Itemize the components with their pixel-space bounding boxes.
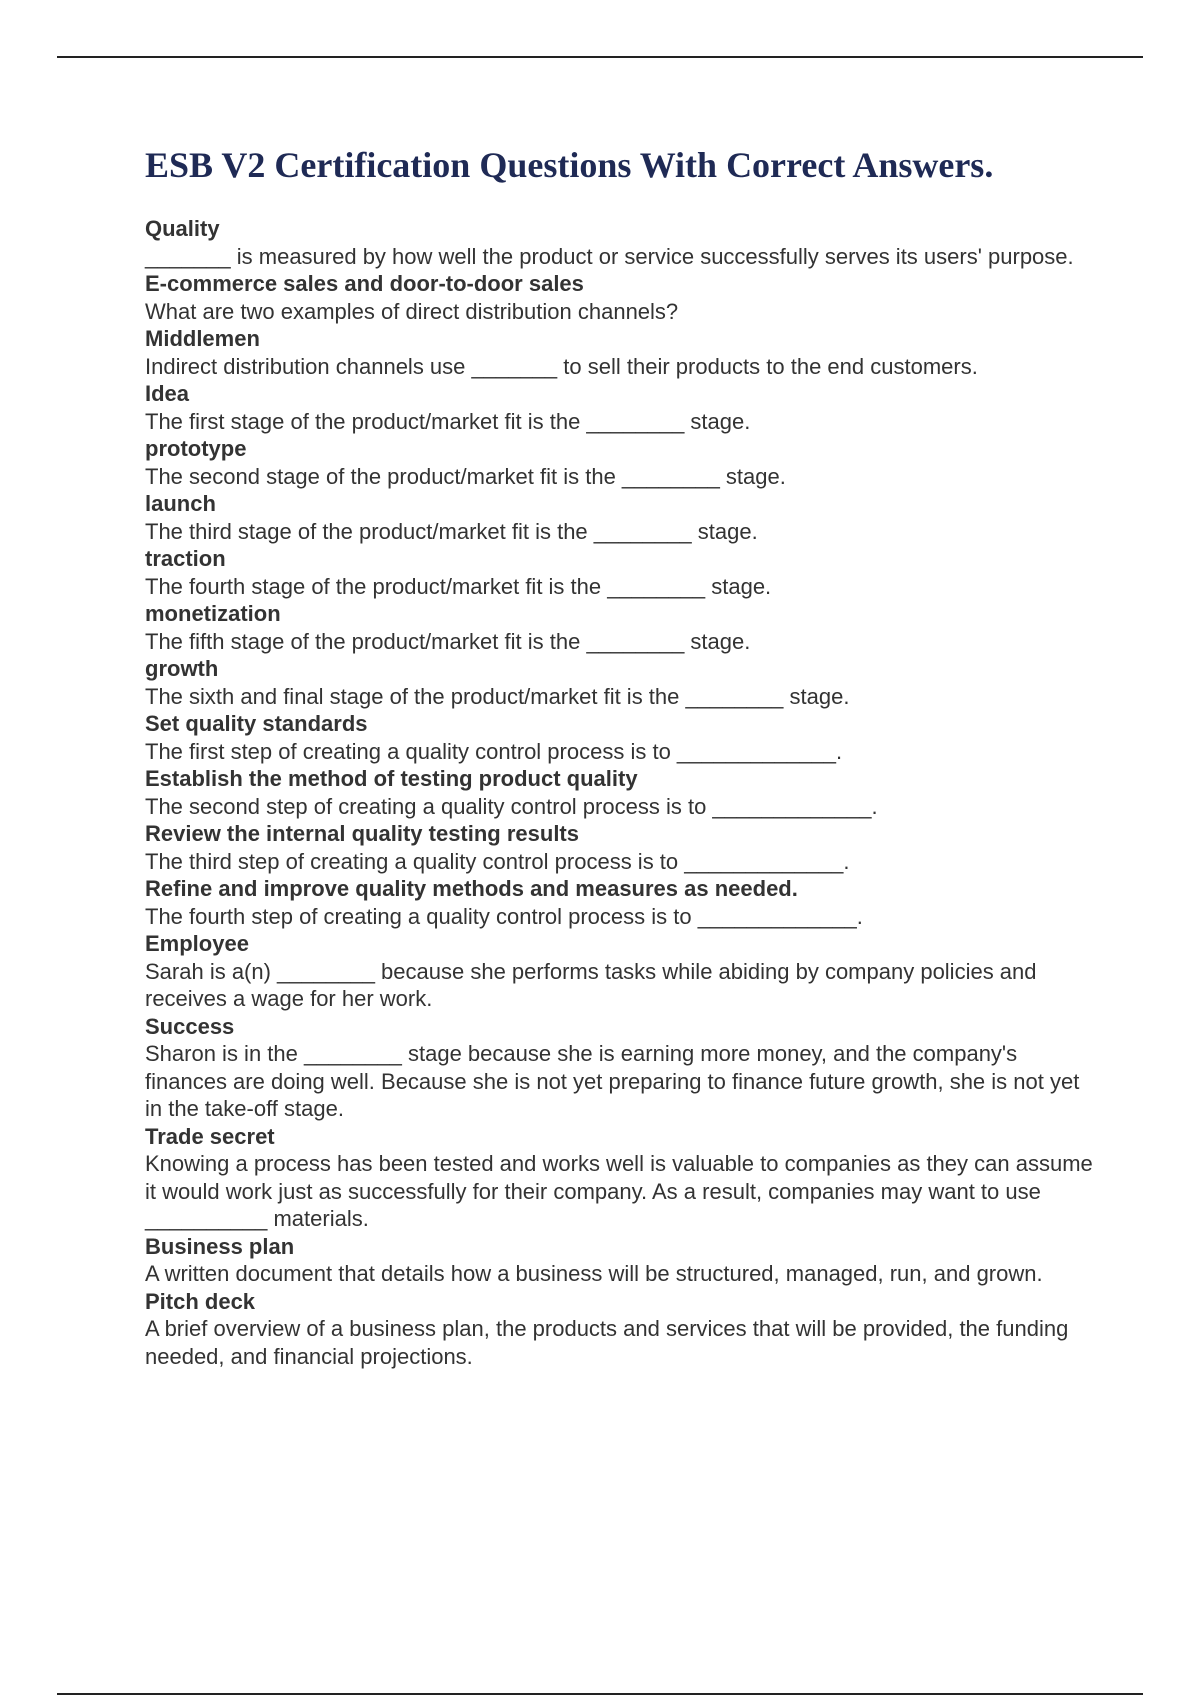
qa-item	[145, 930, 1095, 1013]
question-text: _______ is measured by how well the product or service successfully serves its users' purpose.	[145, 243, 1074, 269]
answer-term: prototype	[145, 436, 247, 461]
answer-term: Establish the method of testing product quality	[145, 766, 638, 791]
top-rule	[57, 56, 1143, 58]
qa-item	[145, 435, 1095, 490]
qa-item	[145, 710, 1095, 765]
question-text: Knowing a process has been tested and works well is valuable to companies as they can assume it would work just as successfully for their company. As a result, companies may want to use __________ materials.	[145, 1151, 1093, 1231]
question-text: The second stage of the product/market fit is the ________ stage.	[145, 463, 786, 489]
qa-item	[145, 545, 1095, 600]
question-text: The sixth and final stage of the product/market fit is the ________ stage.	[145, 683, 850, 709]
answer-term: launch	[145, 491, 216, 516]
qa-item	[145, 270, 1095, 325]
answer-term: E-commerce sales and door-to-door sales	[145, 271, 584, 296]
question-text: A brief overview of a business plan, the products and services that will be provided, the funding needed, and financial projections.	[145, 1316, 1069, 1369]
qa-item	[145, 380, 1095, 435]
qa-item	[145, 1233, 1095, 1288]
answer-term: Middlemen	[145, 326, 260, 351]
qa-item	[145, 765, 1095, 820]
qa-item	[145, 215, 1095, 270]
qa-item	[145, 820, 1095, 875]
answer-term: Pitch deck	[145, 1288, 256, 1314]
question-text: Indirect distribution channels use _______ to sell their products to the end customers.	[145, 353, 978, 379]
answer-term: growth	[145, 656, 219, 681]
question-text: The third step of creating a quality control process is to _____________.	[145, 848, 850, 874]
qa-item	[145, 1123, 1095, 1233]
answer-term: Success	[145, 1013, 235, 1039]
qa-item	[145, 600, 1095, 655]
question-text: The fourth stage of the product/market fit is the ________ stage.	[145, 573, 772, 599]
question-text: Sharon is in the ________ stage because she is earning more money, and the company's finances are doing well. Because she is not yet preparing to finance future growth, she is not yet in the take-off stage.	[145, 1041, 1080, 1121]
qa-item	[145, 325, 1095, 380]
answer-term: Trade secret	[145, 1123, 275, 1149]
question-text: What are two examples of direct distribution channels?	[145, 298, 679, 324]
answer-term: Idea	[145, 381, 190, 406]
qa-item	[145, 875, 1095, 930]
answer-term: Business plan	[145, 1233, 295, 1259]
question-text: The first step of creating a quality control process is to _____________.	[145, 738, 843, 764]
question-text: Sarah is a(n) ________ because she performs tasks while abiding by company policies and receives a wage for her work.	[145, 958, 1037, 1011]
answer-term: traction	[145, 546, 226, 571]
qa-item	[145, 1288, 1095, 1371]
question-text: The fourth step of creating a quality control process is to _____________.	[145, 903, 863, 929]
document-title: ESB V2 Certification Questions With Correct Answers.	[145, 145, 994, 185]
answer-term: monetization	[145, 601, 281, 626]
answer-term: Quality	[145, 216, 220, 241]
answer-term: Employee	[145, 931, 249, 956]
answer-term: Refine and improve quality methods and measures as needed.	[145, 876, 798, 901]
answer-term: Set quality standards	[145, 711, 368, 736]
question-text: The third stage of the product/market fit is the ________ stage.	[145, 518, 758, 544]
bottom-rule	[57, 1693, 1143, 1695]
qa-item	[145, 1013, 1095, 1123]
question-text: A written document that details how a business will be structured, managed, run, and grown.	[145, 1261, 1043, 1286]
answer-term: Review the internal quality testing results	[145, 821, 579, 846]
question-text: The second step of creating a quality control process is to _____________.	[145, 793, 878, 819]
question-text: The fifth stage of the product/market fit is the ________ stage.	[145, 628, 751, 654]
qa-list	[145, 215, 1095, 1370]
qa-item	[145, 655, 1095, 710]
question-text: The first stage of the product/market fit is the ________ stage.	[145, 408, 751, 434]
qa-item	[145, 490, 1095, 545]
